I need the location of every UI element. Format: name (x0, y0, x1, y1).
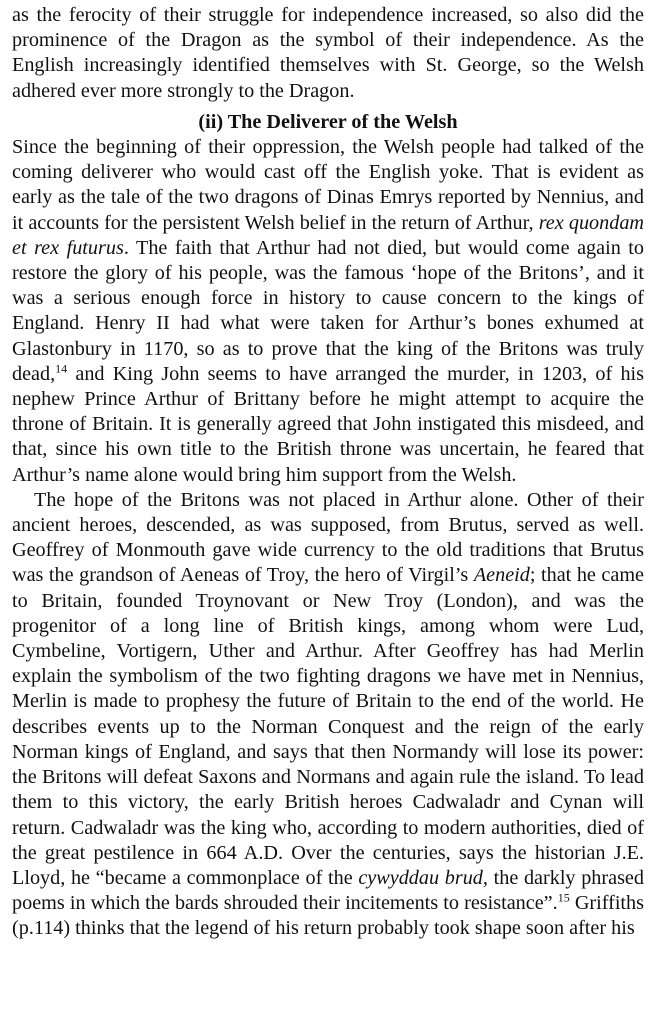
footnote-ref-14: 14 (55, 361, 68, 376)
latin-phrase: rex quondam et rex futurus (12, 211, 644, 259)
aeneid-title: Aeneid (473, 564, 530, 587)
paragraph-hope-text-d: Griffiths (p.114) thinks that the legend of his return probably took shape soon after his (12, 892, 644, 940)
section-heading: (ii) The Deliverer of the Welsh (198, 110, 458, 133)
cywyddau-brud-term: cywyddau brud (358, 866, 483, 889)
paragraph-deliverer (12, 135, 644, 488)
paragraph-hope-text-c: , the darkly phrased poems in which the bards shrouded their incitements to resistance”. (12, 866, 644, 915)
paragraph-continued (12, 3, 644, 104)
paragraph-deliverer-text-a: Since the beginning of their oppression, the Welsh people had talked of the coming deliverer who would cast off the English yoke. That is evident as early as the tale of the two dragons of Dinas Emrys reported by Nennius, and it accounts for the persistent Welsh belief in the return of Arthur, (12, 136, 644, 234)
paragraph-deliverer-text-b: . The faith that Arthur had not died, but would come again to restore the glory of his people, was the famous ‘hope of the Britons’, and it was a serious enough force in history to cause concern to the kings of England. Henry II had what were taken for Arthur’s bones exhumed at Glastonbury in 1170, so as to prove that the king of the Britons was truly dead, (12, 236, 644, 385)
paragraph-continued-text: as the ferocity of their struggle for independence increased, so also did the prominence of the Dragon as the symbol of their independence. As the English increasingly identified themselves with St. George, so the Welsh adhered ever more strongly to the Dragon. (12, 4, 644, 102)
paragraph-hope-text-a: The hope of the Britons was not placed in Arthur alone. Other of their ancient heroes, descended, as was supposed, from Brutus, served as well. Geoffrey of Monmouth gave wide currency to the old traditions that Brutus was the grandson of Aeneas of Troy, the hero of Virgil’s (12, 488, 644, 587)
paragraph-deliverer-text-c: and King John seems to have arranged the murder, in 1203, of his nephew Prince Arthur of Brittany before he might attempt to acquire the throne of Britain. It is generally agreed that John instigated this misdeed, and that, since his own title to the British throne was uncertain, he feared that Arthur’s name alone would bring him support from the Welsh. (12, 362, 644, 486)
paragraph-hope-text-b: ; that he came to Britain, founded Troynovant or New Troy (London), and was the progenitor of a long line of British kings, among whom were Lud, Cymbeline, Vortigern, Uther and Arthur. After Geoffrey has had Merlin explain the symbolism of the two fighting dragons we have met in Nennius, Merlin is made to prophesy the future of Britain to the end of the world. He describes events up to the Norman Conquest and the reign of the early Norman kings of England, and says that then Normandy will lose its power: the Britons will defeat Saxons and Normans and again rule the island. To lead them to this victory, the early British heroes Cadwaladr and Cynan will return. Cadwaladr was the king who, according to modern authorities, died of the great pestilence in 664 A.D. Over the centuries, says the historian J.E. Lloyd, he “became a commonplace of the (12, 564, 644, 889)
footnote-ref-15: 15 (557, 890, 570, 905)
paragraph-hope-of-britons (12, 488, 644, 942)
